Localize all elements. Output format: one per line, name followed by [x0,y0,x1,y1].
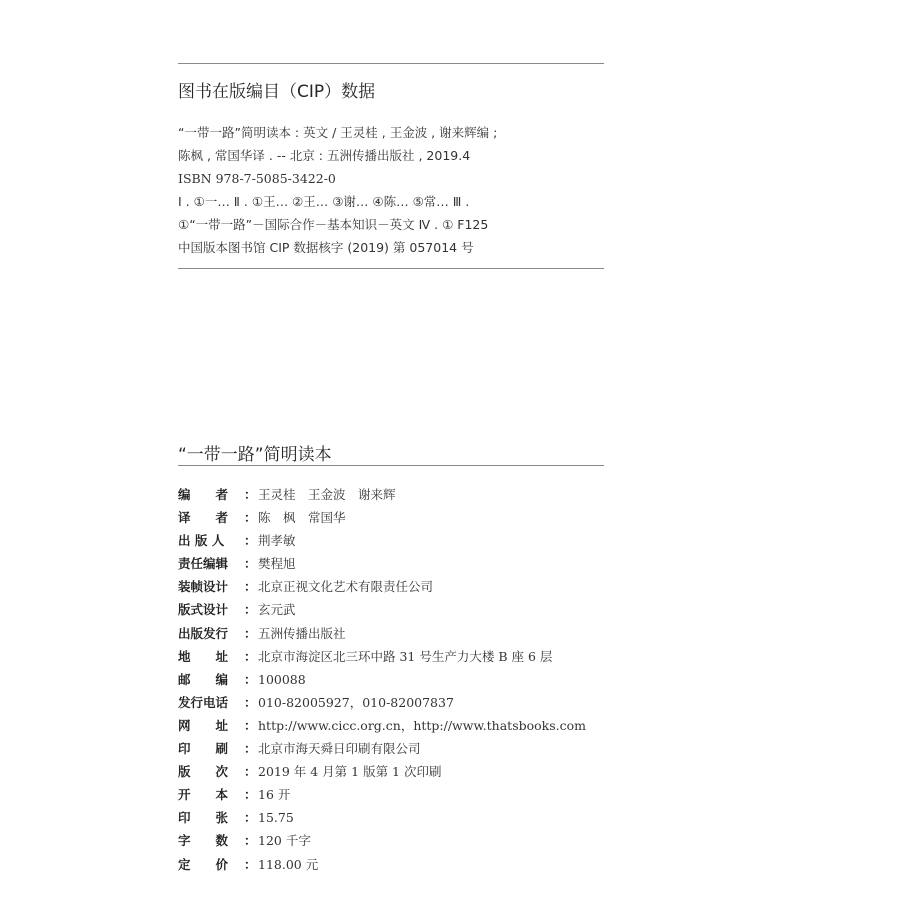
credit-colon: ： [244,556,257,572]
credit-value: 100088 [258,671,306,687]
credit-row [178,622,618,645]
credit-colon: ： [244,533,257,549]
credit-label: 出版发行 [178,625,229,641]
credit-label: 字 数 [178,833,229,849]
credit-colon: ： [244,510,257,526]
credit-colon: ： [244,856,257,872]
credit-row [178,575,618,598]
credit-value: 樊程旭 [258,556,296,572]
credit-colon: ： [244,694,257,710]
credit-row [178,737,618,760]
cip-heading: 图书在版编目（CIP）数据 [178,82,376,102]
credit-label: 开 本 [178,787,229,803]
credit-label: 装帧设计 [178,579,229,595]
credit-label: 发行电话 [178,694,229,710]
credit-label: 责任编辑 [178,556,229,572]
credit-row [178,506,618,529]
credit-label: 版式设计 [178,602,229,618]
credit-label: 印 张 [178,810,229,826]
credit-value: 15.75 [258,810,294,826]
top-divider [178,63,604,64]
title-underline [178,465,604,466]
credit-value: 北京市海天舜日印刷有限公司 [258,741,421,757]
credit-colon: ： [244,648,257,664]
credit-label: 邮 编 [178,671,229,687]
credit-label: 定 价 [178,856,229,872]
cip-line: “一带一路”简明读本 : 英文 / 王灵桂 , 王金波 , 谢来辉编 ; [178,125,498,140]
cip-bottom-divider [178,268,604,269]
credit-value: 010-82005927，010-82007837 [258,694,454,710]
credit-label: 编 者 [178,487,229,502]
credit-row [178,691,618,714]
cip-isbn-line: ISBN 978-7-5085-3422-0 [178,171,336,186]
cip-line: ①“一带一路”－国际合作－基本知识－英文 Ⅳ . ① F125 [178,217,489,232]
credits-list [178,483,618,876]
credit-label: 印 刷 [178,741,229,757]
cip-block [178,121,608,259]
credit-value: 2019 年 4 月第 1 版第 1 次印刷 [258,764,442,780]
credit-colon: ： [244,764,257,780]
credit-label: 译 者 [178,510,229,526]
credit-value: 荆孝敏 [258,533,296,549]
credit-value: 玄元武 [258,602,296,618]
credit-row [178,598,618,621]
credit-label: 版 次 [178,764,229,780]
credit-label: 出 版 人 [178,533,225,549]
credit-row [178,483,618,506]
credit-colon: ： [244,671,257,687]
credit-row [178,806,618,829]
credit-row [178,714,618,737]
credit-row [178,668,618,691]
credit-row [178,783,618,806]
credit-colon: ： [244,717,257,733]
credit-label: 网 址 [178,717,229,733]
cip-line: 陈枫 , 常国华译 . -- 北京 : 五洲传播出版社 , 2019.4 [178,148,471,163]
credit-row [178,853,618,876]
credit-row [178,529,618,552]
credit-colon: ： [244,487,257,502]
credit-row [178,552,618,575]
credit-colon: ： [244,833,257,849]
credit-value: 120 千字 [258,833,311,849]
credit-colon: ： [244,787,257,803]
credit-value: 118.00 元 [258,856,319,872]
website-value[interactable]: http://www.cicc.org.cn，http://www.thatsbooks.com [258,717,587,733]
cip-line: Ⅰ . ①一… Ⅱ . ①王… ②王… ③谢… ④陈… ⑤常… Ⅲ . [178,194,470,209]
credit-row [178,760,618,783]
credit-colon: ： [244,625,257,641]
credit-colon: ： [244,741,257,757]
credit-colon: ： [244,579,257,595]
book-title: “一带一路”简明读本 [178,445,332,465]
credit-value: 陈 枫 常国华 [258,510,346,526]
credit-colon: ： [244,810,257,826]
credit-label: 地 址 [178,648,229,664]
credit-row [178,645,618,668]
credit-colon: ： [244,602,257,618]
credit-value: 北京市海淀区北三环中路 31 号生产力大楼 B 座 6 层 [258,648,553,664]
cip-line: 中国版本图书馆 CIP 数据核字 (2019) 第 057014 号 [178,240,474,255]
credit-value: 五洲传播出版社 [258,625,346,641]
credit-value: 16 开 [258,787,291,803]
credit-value: 北京正视文化艺术有限责任公司 [258,579,434,595]
credit-value: 王灵桂 王金波 谢来辉 [258,487,396,502]
credit-row [178,829,618,852]
